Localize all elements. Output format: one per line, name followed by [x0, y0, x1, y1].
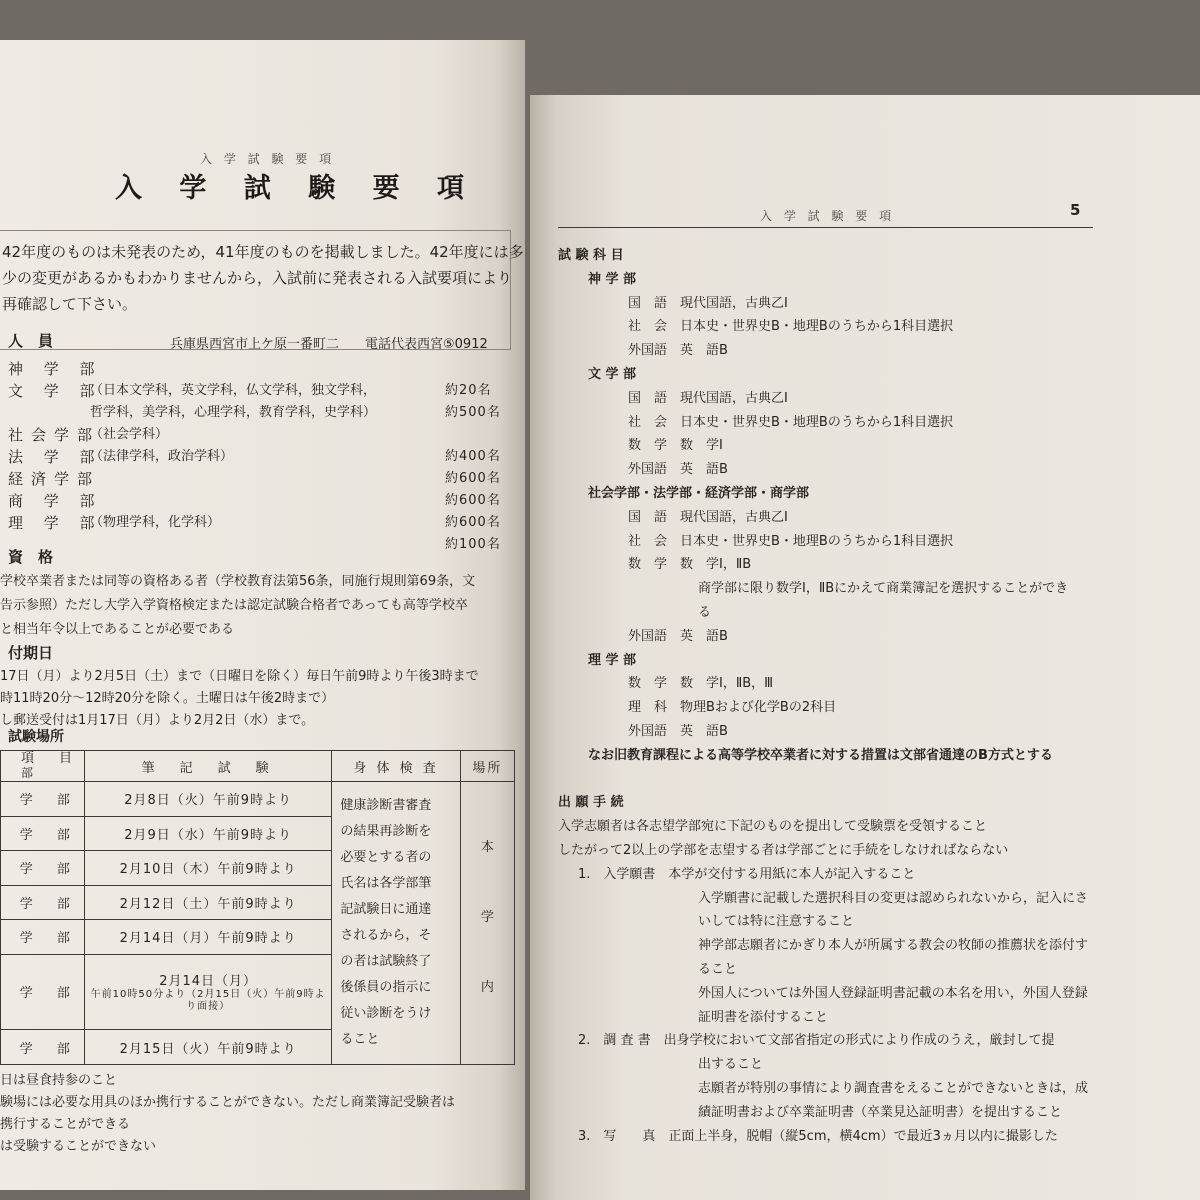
section-heading: 文 学 部	[588, 367, 637, 382]
body-line: 証明書を添付すること	[698, 1009, 829, 1025]
period-line: 17日（月）より2月5日（土）まで（日曜日を除く）毎日午前9時より午後3時まで	[0, 669, 479, 684]
body-line: 理 科 物理Bおよび化学Bの2科目	[628, 700, 837, 716]
body-line: 出すること	[698, 1057, 764, 1073]
place-char: 内	[480, 980, 494, 995]
header-item-label: 項 目	[21, 751, 79, 766]
body-line: 入学願書に記載した選択科目の変更は認められないから，記入にさ	[698, 890, 1089, 906]
section-heading: 神 学 部	[588, 271, 637, 287]
body-line: 神学部志願者にかぎり本人が所属する教会の牧師の推薦状を添付す	[698, 938, 1089, 954]
department-count: 約600名	[445, 471, 501, 486]
body-line: 社 会 日本史・世界史B・地理Bのうちから1科目選択	[628, 319, 954, 335]
body-line: 社 会 日本史・世界史B・地理Bのうちから1科目選択	[628, 533, 954, 549]
body-line: 入学志願者は各志望学部宛に下記のものを提出して受験票を受領すること	[558, 819, 988, 835]
dept-cell: 学 部	[1, 782, 85, 817]
dept-cell: 学 部	[1, 920, 85, 955]
left-running-head: 入 学 試 験 要 項	[200, 152, 336, 166]
department-detail: （日本文学科，英文学科，仏文学科，独文学科，	[90, 383, 377, 398]
dept-cell: 学 部	[1, 816, 85, 851]
table-row	[1, 782, 515, 817]
body-line: 数 学 数 学Ⅰ	[628, 438, 723, 454]
notice-box	[0, 230, 524, 350]
qualification-text	[0, 570, 475, 642]
table-header-physical: 身 体 検 査	[332, 751, 461, 782]
department-count: 約20名	[445, 383, 492, 398]
section-heading: 社会学部・法学部・経済学部・商学部	[588, 486, 810, 501]
body-line: したがって2以上の学部を志望する者は学部ごとに手続をしなければならない	[558, 843, 1009, 858]
date-cell	[84, 954, 331, 1030]
footer-line: 験場には必要な用具のほか携行することができない。ただし商業簿記受験者は	[0, 1095, 456, 1110]
period-text	[0, 666, 479, 732]
address: 兵庫県西宮市上ケ原一番町二 電話代表西宮⑤0912	[170, 337, 488, 352]
table-header-written: 筆 記 試 験	[84, 751, 331, 782]
footer-notes	[0, 1070, 455, 1158]
dept-cell: 学 部	[1, 1030, 85, 1065]
body-line: 外国語 英 語B	[628, 343, 728, 359]
body-line: いしては特に注意すること	[698, 914, 855, 930]
physical-exam-text	[340, 793, 456, 1053]
section-heading: 理 学 部	[588, 652, 637, 668]
department-count: 約600名	[445, 515, 501, 530]
body-line: 国 語 現代国語，古典乙Ⅰ	[628, 390, 788, 406]
date-cell: 2月10日（木）午前9時より	[84, 851, 331, 886]
dept-cell: 学 部	[1, 851, 85, 886]
body-line: る	[698, 605, 712, 620]
dept-cell: 学 部	[1, 885, 85, 920]
notice-line: 少の変更があるかもわかりませんから，入試前に発表される入試要項により	[2, 269, 513, 287]
qualification-line: 告示参照）ただし大学入学資格検定または認定試験合格者であっても高等学校卒	[0, 598, 468, 613]
body-line: 社 会 日本史・世界史B・地理Bのうちから1科目選択	[628, 414, 954, 430]
body-line: 3. 写 真 正面上半身，脱帽（縦5cm，横4cm）で最近3ヵ月以内に撮影した	[578, 1128, 1058, 1144]
physical-exam-line: の結果再診断を	[340, 824, 432, 839]
body-line: 外国語 英 語B	[628, 628, 728, 644]
department-name: 理 学 部	[8, 514, 103, 532]
department-count: 約400名	[445, 449, 501, 464]
physical-exam-line: の者は試験終了	[340, 954, 432, 969]
physical-exam-line: ること	[340, 1032, 380, 1047]
notice-line: 再確認して下さい。	[2, 295, 138, 313]
notice-line: 42年度のものは未発表のため，41年度のものを掲載しました。42年度には多	[2, 243, 524, 261]
physical-exam-line: 必要とする者の	[340, 850, 432, 865]
department-name: 商 学 部	[8, 492, 103, 510]
department-count: 約500名	[445, 405, 501, 420]
date-text: 2月14日（月）	[159, 974, 258, 990]
footer-line: 携行することができる	[0, 1117, 131, 1132]
physical-exam-line: されるから，そ	[340, 928, 432, 943]
physical-exam-cell	[332, 782, 461, 1065]
page-number: 5	[1070, 201, 1081, 219]
department-name: 神 学 部	[8, 360, 103, 378]
body-line: ること	[698, 962, 738, 977]
notice-text	[2, 239, 524, 317]
body-line: 数 学 数 学Ⅰ，ⅡB	[628, 557, 752, 573]
department-name: 社会学部	[8, 426, 101, 444]
section-enrollment: 人 員	[8, 332, 54, 350]
body-line: 外国語 英 語B	[628, 462, 728, 478]
body-line: 国 語 現代国語，古典乙Ⅰ	[628, 295, 788, 311]
department-detail: （社会学科）	[90, 427, 169, 442]
body-line: 外国人については外国人登録証明書記載の本名を用い，外国人登録	[698, 985, 1088, 1001]
date-cell: 2月15日（火）午前9時より	[84, 1030, 331, 1065]
section-heading: なお旧教育課程による高等学校卒業者に対する措置は文部省通達のB方式とする	[588, 747, 1053, 763]
header-dept-label: 部	[21, 766, 40, 780]
table-header-item	[1, 751, 85, 782]
department-name: 法 学 部	[8, 448, 103, 466]
footer-line: は受験することができない	[0, 1139, 157, 1154]
date-cell: 2月12日（土）午前9時より	[84, 885, 331, 920]
place-char: 学	[480, 910, 494, 925]
qualification-line: 学校卒業者または同等の資格ある者（学校教育法第56条，同施行規則第69条，文	[0, 574, 476, 589]
section-qualification: 資 格	[8, 548, 54, 566]
right-running-head: 入 学 試 験 要 項	[760, 209, 896, 223]
section-place: 試験場所	[8, 729, 64, 745]
left-page	[0, 40, 525, 1190]
right-page	[530, 95, 1200, 1200]
date-note: 午前10時50分より（2月15日（火）午前9時より面接）	[90, 989, 326, 1013]
place-char: 本	[480, 840, 494, 855]
exam-schedule-table	[0, 750, 515, 1065]
department-detail: 哲学科，美学科，心理学科，教育学科，史学科）	[90, 405, 377, 420]
department-count: 約100名	[445, 537, 501, 552]
department-name: 経済学部	[8, 470, 101, 488]
section-period: 付期日	[8, 644, 54, 662]
department-detail: （法律学科，政治学科）	[90, 449, 234, 464]
place-cell	[460, 782, 514, 1065]
header-rule	[558, 227, 1093, 228]
physical-exam-line: 従い診断をうけ	[340, 1006, 432, 1021]
footer-line: 日は昼食持参のこと	[0, 1073, 118, 1088]
body-line: 数 学 数 学Ⅰ，ⅡB，Ⅲ	[628, 676, 774, 692]
body-line: 商学部に限り数学Ⅰ，ⅡBにかえて商業簿記を選択することができ	[698, 581, 1069, 597]
department-count: 約600名	[445, 493, 501, 508]
dept-cell: 学 部	[1, 954, 85, 1030]
period-line: し郵送受付は1月17日（月）より2月2日（水）まで。	[0, 713, 315, 728]
page-title: 入 学 試 験 要 項	[115, 173, 478, 204]
body-line: 志願者が特別の事情により調査書をえることができないときは，成	[698, 1081, 1089, 1096]
date-cell: 2月9日（水）午前9時より	[84, 816, 331, 851]
body-line: 2. 調 査 書 出身学校において文部省指定の形式により作成のうえ，厳封して提	[578, 1033, 1055, 1049]
physical-exam-line: 後係員の指示に	[340, 980, 432, 995]
section-heading: 試 験 科 目	[558, 248, 624, 263]
department-name: 文 学 部	[8, 382, 103, 400]
body-line: 績証明書および卒業証明書（卒業見込証明書）を提出すること	[698, 1104, 1063, 1120]
section-heading: 出 願 手 続	[558, 795, 624, 811]
body-line: 外国語 英 語B	[628, 724, 728, 739]
physical-exam-line: 氏名は各学部筆	[340, 876, 432, 891]
body-line: 1. 入学願書 本学が交付する用紙に本人が記入すること	[578, 866, 916, 882]
qualification-line: と相当年令以上であることが必要である	[0, 622, 235, 637]
date-cell: 2月8日（火）午前9時より	[84, 782, 331, 817]
period-line: 時11時20分〜12時20分を除く。土曜日は午後2時まで）	[0, 691, 335, 706]
department-detail: （物理学科，化学科）	[90, 515, 221, 530]
physical-exam-line: 健康診断書審査	[340, 798, 432, 813]
body-line: 国 語 現代国語，古典乙Ⅰ	[628, 509, 788, 525]
date-cell: 2月14日（月）午前9時より	[84, 920, 331, 955]
table-header-place: 場所	[460, 751, 514, 782]
physical-exam-line: 記試験日に通達	[340, 902, 432, 917]
